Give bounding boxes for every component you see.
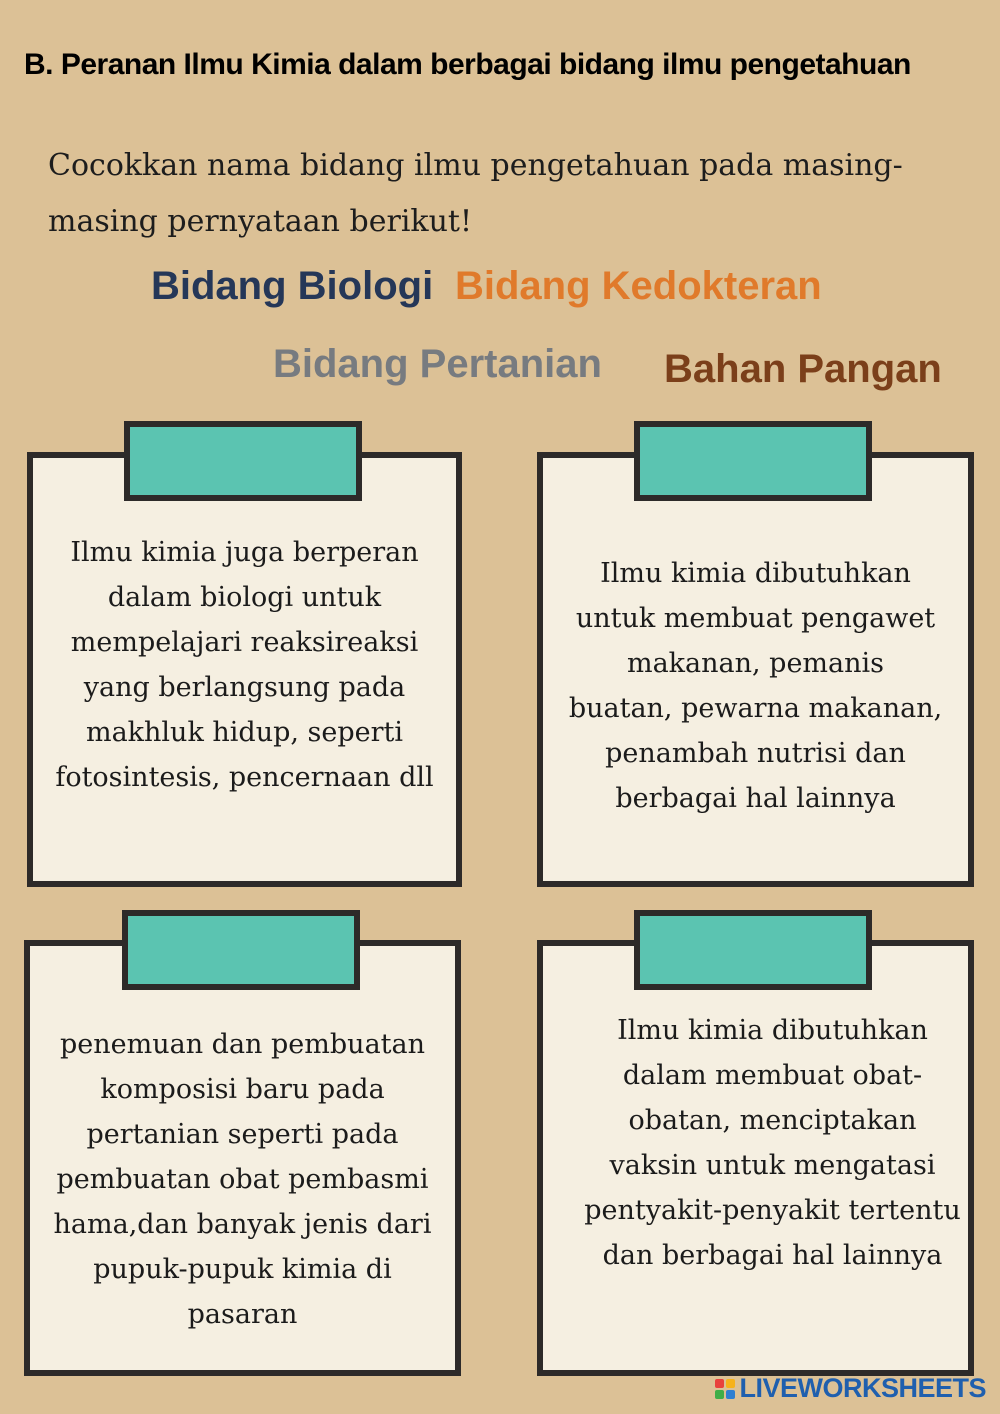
answer-drop-zone-4[interactable] xyxy=(634,910,872,990)
liveworksheets-brand[interactable] xyxy=(715,1373,986,1404)
statement-card-pangan xyxy=(537,452,974,887)
answer-drop-zone-1[interactable] xyxy=(124,421,362,501)
instruction-text: Cocokkan nama bidang ilmu pengetahuan pada masing-masing pernyataan berikut! xyxy=(48,148,903,239)
option-bidang-biologi[interactable]: Bidang Biologi xyxy=(151,264,434,308)
answer-drop-zone-3[interactable] xyxy=(122,910,360,990)
option-bidang-pertanian[interactable]: Bidang Pertanian xyxy=(273,342,602,386)
liveworksheets-logo-icon xyxy=(715,1379,735,1399)
statement-text: Ilmu kimia dibutuhkan dalam membuat obat- obatan, menciptakan vaksin untuk mengatasi pentyakit-penyakit tertentu dan berbagai hal lainnya xyxy=(584,1015,961,1271)
option-bidang-kedokteran[interactable]: Bidang Kedokteran xyxy=(455,264,822,308)
statement-card-pertanian xyxy=(24,940,461,1376)
statement-text: Ilmu kimia dibutuhkan untuk membuat pengawet makanan, pemanis buatan, pewarna makanan, penambah nutrisi dan berbagai hal lainnya xyxy=(568,558,943,814)
statement-card-biologi xyxy=(27,452,462,887)
worksheet-heading: B. Peranan Ilmu Kimia dalam berbagai bidang ilmu pengetahuan xyxy=(24,48,911,81)
brand-wordmark: LIVEWORKSHEETS xyxy=(739,1373,986,1403)
option-bahan-pangan[interactable]: Bahan Pangan xyxy=(664,347,942,391)
statement-card-kedokteran xyxy=(537,940,974,1376)
statement-text: penemuan dan pembuatan komposisi baru pada pertanian seperti pada pembuatan obat pembasmi hama,dan banyak jenis dari pupuk-pupuk kimia di pasaran xyxy=(53,1029,432,1330)
answer-drop-zone-2[interactable] xyxy=(634,421,872,501)
statement-text: Ilmu kimia juga berperan dalam biologi untuk mempelajari reaksireaksi yang berlangsung pada makhluk hidup, seperti fotosintesis, pencernaan dll xyxy=(55,537,434,793)
